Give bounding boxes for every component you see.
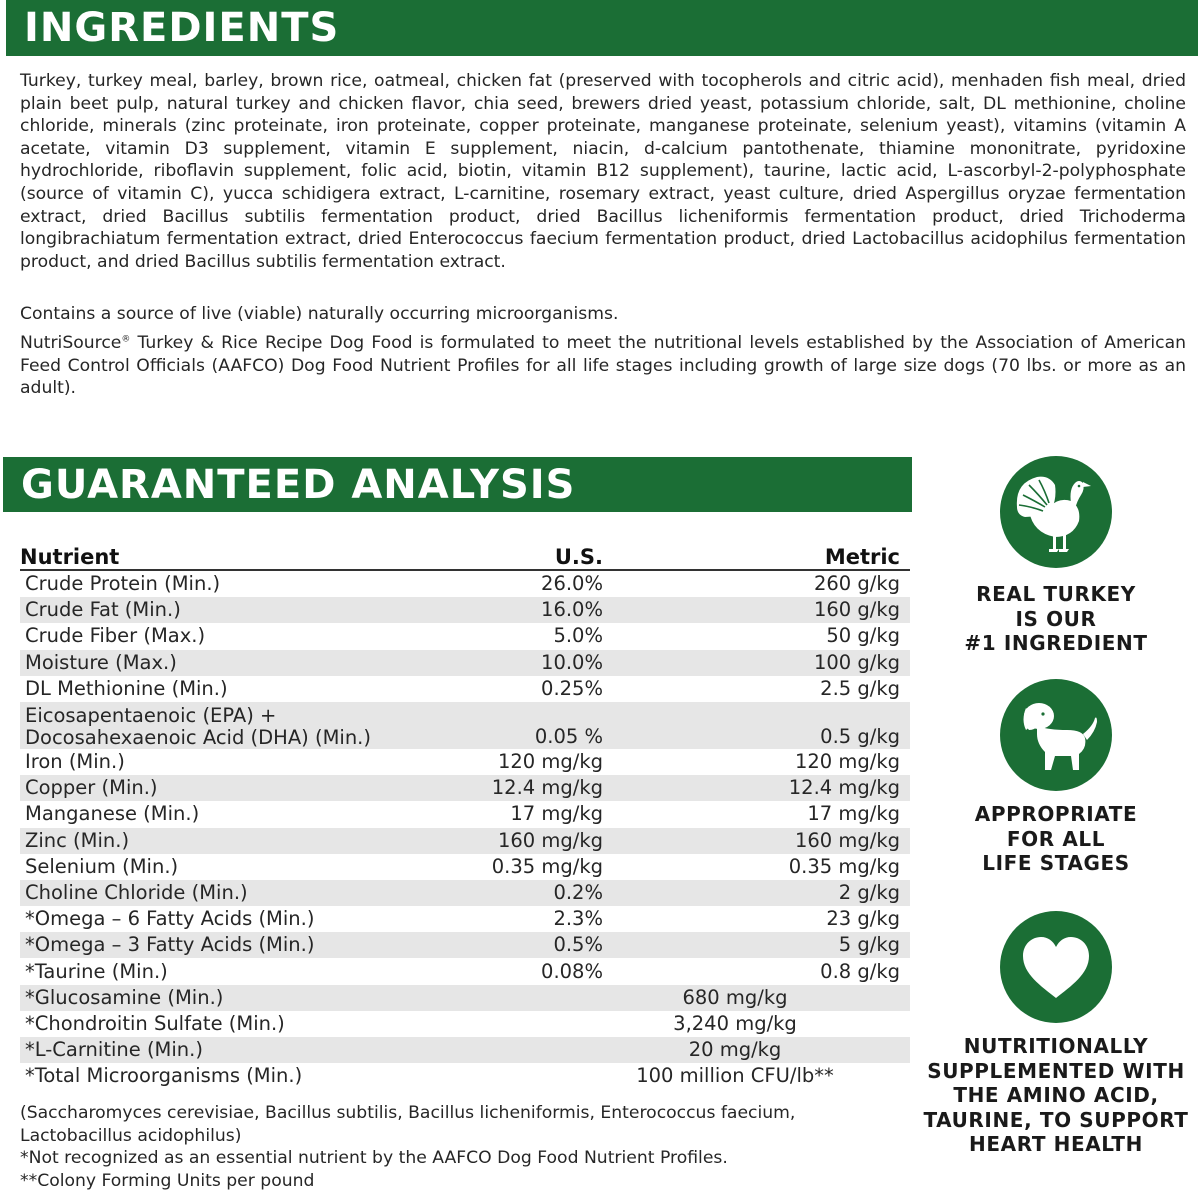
table-row	[20, 650, 910, 676]
feature-all-life-stages-text	[912, 802, 1200, 876]
table-row	[20, 880, 910, 906]
header-us: U.S.	[450, 541, 603, 570]
table-row	[20, 854, 910, 880]
metric-value: 0.35 mg/kg	[603, 854, 910, 880]
us-value: 10.0%	[450, 650, 603, 676]
us-value: 0.2%	[450, 880, 603, 906]
us-value: 160 mg/kg	[450, 828, 603, 854]
table-header-row	[20, 541, 910, 570]
metric-value: 12.4 mg/kg	[603, 775, 910, 801]
table-row	[20, 958, 910, 984]
table-row	[20, 828, 910, 854]
feature-line: REAL TURKEY	[912, 582, 1200, 607]
feature-line: FOR ALL	[912, 827, 1200, 852]
table-row	[20, 1011, 910, 1037]
nutrient-name-line1: Eicosapentaenoic (EPA) +	[25, 705, 450, 727]
us-value: 5.0%	[450, 623, 603, 649]
nutrient-name	[20, 702, 450, 749]
footnote-line: *Not recognized as an essential nutrient by the AAFCO Dog Food Nutrient Profiles.	[20, 1147, 900, 1170]
combined-value: 3,240 mg/kg	[450, 1011, 910, 1037]
feature-line: TAURINE, TO SUPPORT	[912, 1108, 1200, 1133]
feature-real-turkey	[912, 455, 1200, 656]
feature-line: SUPPLEMENTED WITH	[912, 1059, 1200, 1084]
nutrient-name: *L-Carnitine (Min.)	[20, 1037, 450, 1063]
table-row	[20, 702, 910, 749]
feature-line: LIFE STAGES	[912, 851, 1200, 876]
nutrient-name-line2: Docosahexaenoic Acid (DHA) (Min.)	[25, 727, 450, 749]
nutrient-name: *Chondroitin Sulfate (Min.)	[20, 1011, 450, 1037]
ingredients-title: INGREDIENTS	[24, 8, 339, 48]
feature-line: HEART HEALTH	[912, 1132, 1200, 1157]
guaranteed-analysis-table	[20, 541, 910, 1089]
nutrient-name: Copper (Min.)	[20, 775, 450, 801]
table-row	[20, 597, 910, 623]
us-value: 2.3%	[450, 906, 603, 932]
table-row	[20, 676, 910, 702]
analysis-footnotes	[20, 1102, 900, 1192]
table-row	[20, 570, 910, 597]
us-value: 17 mg/kg	[450, 801, 603, 827]
metric-value: 160 mg/kg	[603, 828, 910, 854]
us-value: 16.0%	[450, 597, 603, 623]
metric-value: 17 mg/kg	[603, 801, 910, 827]
combined-value: 20 mg/kg	[450, 1037, 910, 1063]
feature-all-life-stages	[912, 678, 1200, 876]
nutrient-name: *Glucosamine (Min.)	[20, 985, 450, 1011]
table-row	[20, 623, 910, 649]
nutrient-name: Zinc (Min.)	[20, 828, 450, 854]
metric-value: 2.5 g/kg	[603, 676, 910, 702]
metric-value: 23 g/kg	[603, 906, 910, 932]
nutrient-name: Manganese (Min.)	[20, 801, 450, 827]
metric-value: 0.5 g/kg	[603, 702, 910, 749]
aafco-statement-text: Turkey & Rice Recipe Dog Food is formulated to meet the nutritional levels established by the Association of American Feed Control Officials (AAFCO) Dog Food Nutrient Profiles for all life stages including growth of large size dogs (70 lbs. or more as an adult).	[20, 333, 1186, 398]
metric-value: 5 g/kg	[603, 932, 910, 958]
us-value: 120 mg/kg	[450, 749, 603, 775]
table-row	[20, 749, 910, 775]
combined-value: 680 mg/kg	[450, 985, 910, 1011]
feature-taurine-heart-health-text	[912, 1034, 1200, 1157]
nutrient-name: Moisture (Max.)	[20, 650, 450, 676]
header-metric: Metric	[603, 541, 910, 570]
guaranteed-analysis-title: GUARANTEED ANALYSIS	[21, 465, 575, 505]
nutrient-name: Choline Chloride (Min.)	[20, 880, 450, 906]
table-row	[20, 985, 910, 1011]
us-value: 0.5%	[450, 932, 603, 958]
table-row	[20, 1037, 910, 1063]
metric-value: 0.8 g/kg	[603, 958, 910, 984]
us-value: 0.35 mg/kg	[450, 854, 603, 880]
table-row	[20, 932, 910, 958]
ingredients-list: Turkey, turkey meal, barley, brown rice, oatmeal, chicken fat (preserved with tocopherols and citric acid), menhaden fish meal, dried plain beet pulp, natural turkey and chicken flavor, chia seed, brewers dried yeast, potassium chloride, salt, DL methionine, choline chloride, minerals (zinc proteinate, iron proteinate, copper proteinate, manganese proteinate, selenium yeast), vitamins (vitamin A acetate, vitamin D3 supplement, vitamin E supplement, niacin, d-calcium pantothenate, thiamine mononitrate, pyridoxine hydrochloride, riboflavin supplement, folic acid, biotin, vitamin B12 supplement), taurine, lactic acid, L-ascorbyl-2-polyphosphate (source of vitamin C), yucca schidigera extract, L-carnitine, rosemary extract, yeast culture, dried Aspergillus oryzae fermentation extract, dried Bacillus subtilis fermentation product, dried Bacillus licheniformis fermentation product, dried Trichoderma longibrachiatum fermentation extract, dried Enterococcus faecium fermentation product, dried Lactobacillus acidophilus fermentation product, and dried Bacillus subtilis fermentation extract.	[20, 70, 1186, 273]
footnote-line: **Colony Forming Units per pound	[20, 1170, 900, 1192]
nutrient-name: *Total Microorganisms (Min.)	[20, 1063, 450, 1089]
puppy-icon	[999, 678, 1113, 792]
us-value: 0.08%	[450, 958, 603, 984]
table-row	[20, 906, 910, 932]
nutrient-name: Selenium (Min.)	[20, 854, 450, 880]
nutrient-name: Iron (Min.)	[20, 749, 450, 775]
heart-icon	[999, 910, 1113, 1024]
brand-name: NutriSource	[20, 333, 121, 353]
metric-value: 160 g/kg	[603, 597, 910, 623]
header-nutrient: Nutrient	[20, 541, 450, 570]
nutrient-name: *Taurine (Min.)	[20, 958, 450, 984]
combined-value: 100 million CFU/lb**	[450, 1063, 910, 1089]
ingredients-banner	[6, 0, 1198, 56]
metric-value: 2 g/kg	[603, 880, 910, 906]
nutrient-name: *Omega – 6 Fatty Acids (Min.)	[20, 906, 450, 932]
table-row	[20, 1063, 910, 1089]
registered-mark: ®	[121, 334, 130, 344]
us-value: 0.25%	[450, 676, 603, 702]
nutrient-name: Crude Protein (Min.)	[20, 570, 450, 597]
feature-line: APPROPRIATE	[912, 802, 1200, 827]
guaranteed-analysis-banner	[3, 457, 912, 512]
table-row	[20, 775, 910, 801]
feature-line: #1 INGREDIENT	[912, 631, 1200, 656]
aafco-statement	[20, 332, 1186, 400]
us-value: 0.05 %	[450, 702, 603, 749]
metric-value: 100 g/kg	[603, 650, 910, 676]
feature-line: NUTRITIONALLY	[912, 1034, 1200, 1059]
metric-value: 260 g/kg	[603, 570, 910, 597]
us-value: 26.0%	[450, 570, 603, 597]
footnote-line: (Saccharomyces cerevisiae, Bacillus subtilis, Bacillus licheniformis, Enterococcus faecium,	[20, 1102, 900, 1125]
nutrient-name: Crude Fiber (Max.)	[20, 623, 450, 649]
footnote-line: Lactobacillus acidophilus)	[20, 1125, 900, 1148]
table-row	[20, 801, 910, 827]
turkey-icon	[999, 455, 1113, 569]
live-microorganisms-note: Contains a source of live (viable) naturally occurring microorganisms.	[20, 303, 1186, 326]
nutrient-name: DL Methionine (Min.)	[20, 676, 450, 702]
feature-real-turkey-text	[912, 582, 1200, 656]
nutrient-name: *Omega – 3 Fatty Acids (Min.)	[20, 932, 450, 958]
metric-value: 50 g/kg	[603, 623, 910, 649]
metric-value: 120 mg/kg	[603, 749, 910, 775]
feature-line: IS OUR	[912, 607, 1200, 632]
us-value: 12.4 mg/kg	[450, 775, 603, 801]
feature-taurine-heart-health	[912, 910, 1200, 1157]
nutrient-name: Crude Fat (Min.)	[20, 597, 450, 623]
feature-line: THE AMINO ACID,	[912, 1083, 1200, 1108]
